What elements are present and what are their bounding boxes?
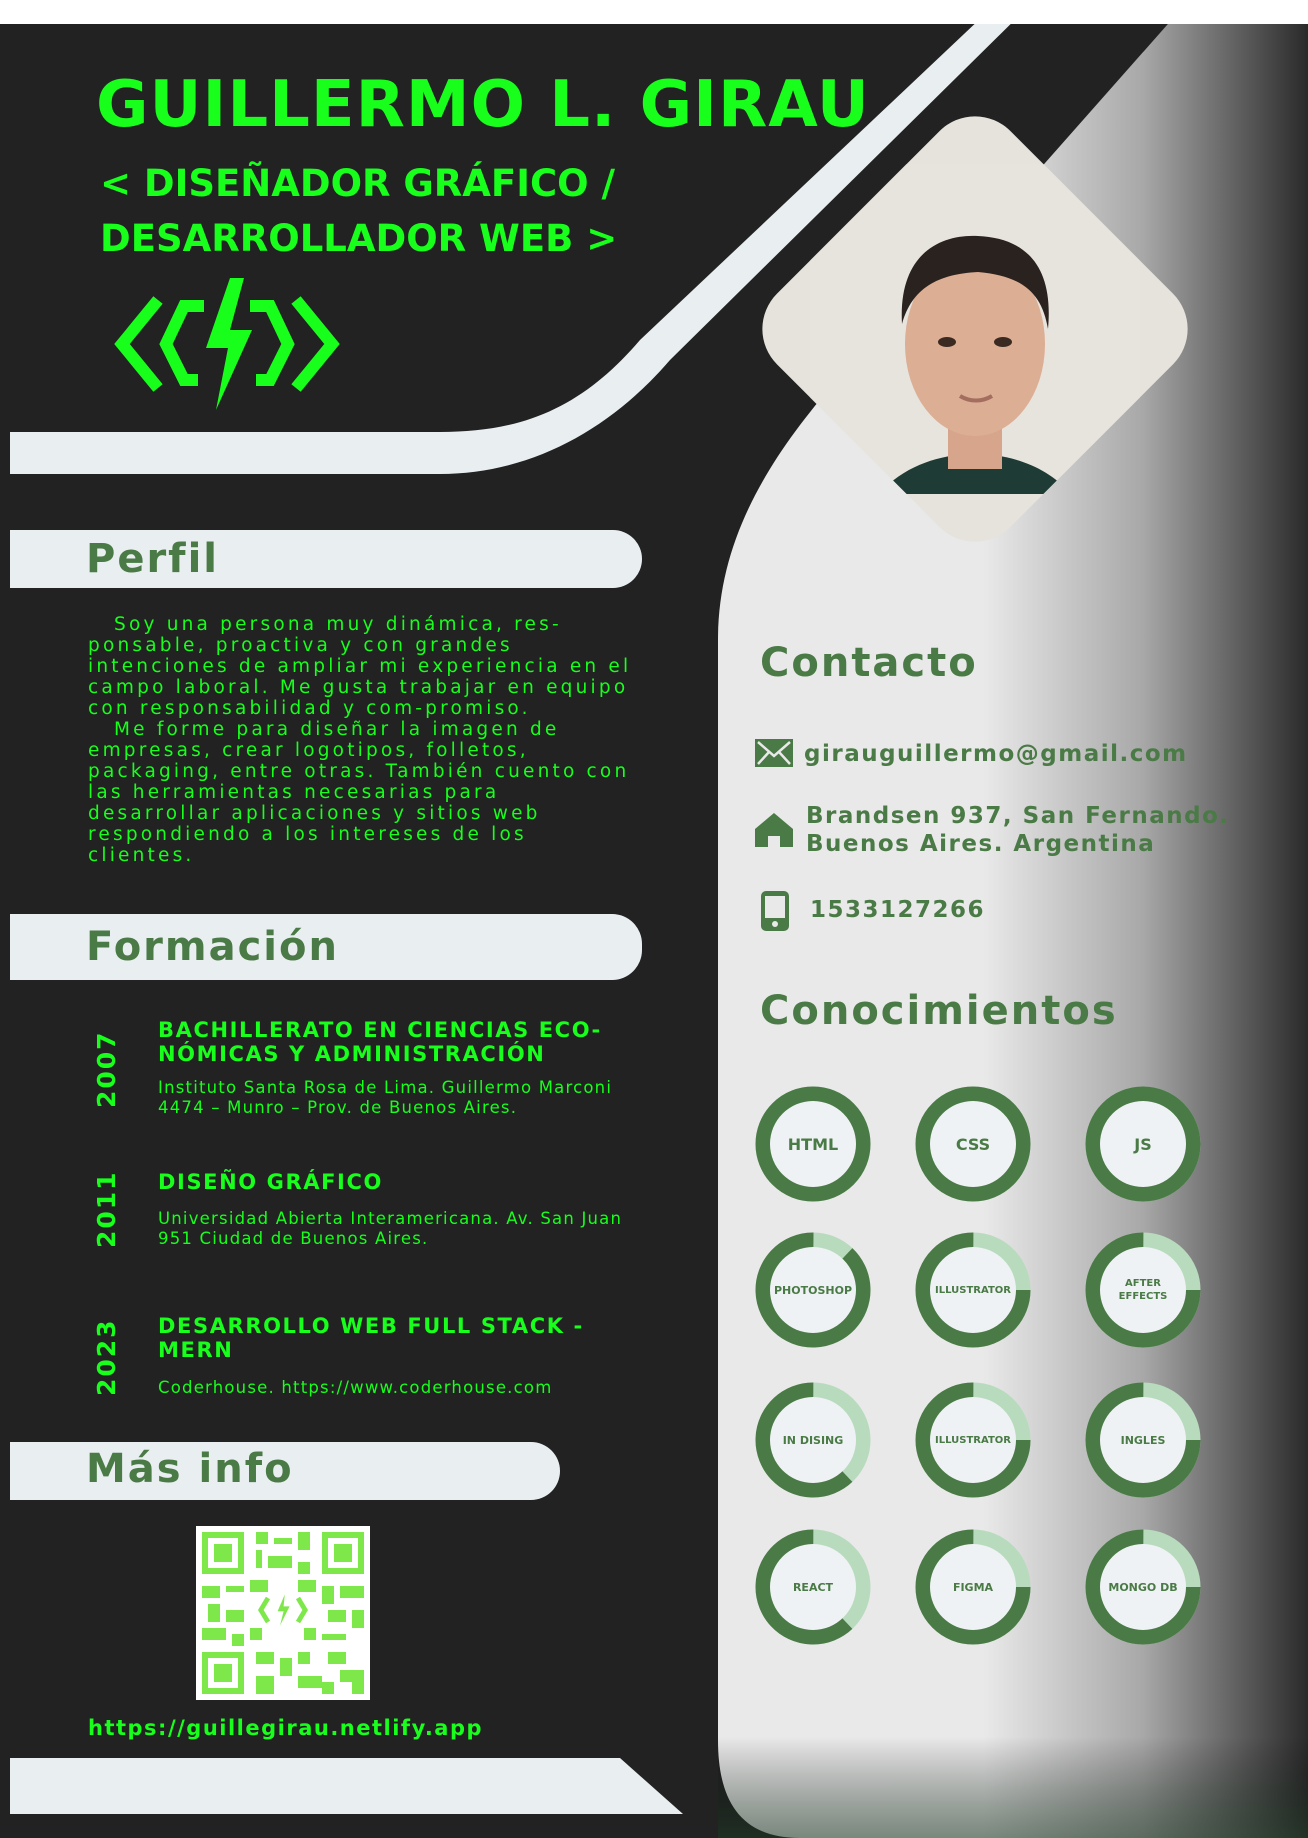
contact-title: Contacto <box>760 640 978 686</box>
contact-address <box>806 802 1230 858</box>
contact-email[interactable]: girauguillermo@gmail.com <box>804 741 1188 767</box>
skill-ring <box>915 1382 1031 1498</box>
skill-label: AFTER EFFECTS <box>1118 1278 1168 1302</box>
envelope-icon <box>754 738 794 768</box>
skill-label: PHOTOSHOP <box>773 1283 852 1297</box>
name-heading: GUILLERMO L. GIRAU <box>96 68 870 142</box>
education-institution: Universidad Abierta Interamericana. Av. San Juan 951 Ciudad de Buenos Aires. <box>158 1209 623 1248</box>
skill-ring <box>1085 1529 1201 1645</box>
education-degree: BACHILLERATO EN CIENCIAS ECO-NÓMICAS Y ADMINISTRACIÓN <box>158 1018 602 1066</box>
portfolio-link[interactable]: https://guillegirau.netlify.app <box>88 1716 484 1740</box>
skill-label: IN DISING <box>782 1433 844 1447</box>
portrait-image <box>810 164 1140 494</box>
skill-label: REACT <box>792 1580 834 1594</box>
education-degree: DISEÑO GRÁFICO <box>158 1170 383 1194</box>
code-bolt-logo-icon <box>112 276 342 416</box>
skill-ring <box>915 1232 1031 1348</box>
address-line-2: Buenos Aires. Argentina <box>806 831 1156 857</box>
contact-phone[interactable]: 1533127266 <box>810 897 986 923</box>
skill-label: HTML <box>787 1134 839 1154</box>
skill-ring <box>1085 1382 1201 1498</box>
skill-label: ILLUSTRATOR <box>935 1284 1011 1296</box>
more-info-section-header <box>10 1442 560 1500</box>
education-section-header <box>10 914 642 980</box>
skill-ring <box>755 1382 871 1498</box>
skill-label: MONGO DB <box>1108 1580 1178 1594</box>
address-line-1: Brandsen 937, San Fernando. <box>806 803 1230 829</box>
skill-ring <box>915 1086 1031 1202</box>
role-subtitle <box>100 156 617 266</box>
profile-text <box>88 614 633 866</box>
skill-ring <box>1085 1086 1201 1202</box>
skill-label: JS <box>1134 1134 1152 1154</box>
skill-label: CSS <box>955 1134 991 1154</box>
skill-ring <box>755 1086 871 1202</box>
profile-title: Perfil <box>86 536 219 582</box>
education-year: 2007 <box>92 1030 121 1108</box>
house-icon <box>754 812 794 848</box>
resume-page <box>0 24 1308 1838</box>
skills-title: Conocimientos <box>760 988 1118 1034</box>
education-institution: Instituto Santa Rosa de Lima. Guillermo Marconi 4474 – Munro – Prov. de Buenos Aires. <box>158 1078 613 1117</box>
profile-paragraph-1: Soy una persona muy dinámica, res-ponsable, proactiva y con grandes intenciones de ampliar mi experiencia en el campo laboral. Me gusta trabajar en equipo con responsabilidad y com-promiso. <box>88 614 632 719</box>
bottom-stripe <box>10 1758 683 1814</box>
education-year: 2023 <box>92 1318 121 1396</box>
education-degree: DESARROLLO WEB FULL STACK - MERN <box>158 1314 584 1362</box>
skill-ring <box>755 1529 871 1645</box>
skill-ring <box>1085 1232 1201 1348</box>
profile-section-header <box>10 530 642 588</box>
skill-label: ILLUSTRATOR <box>935 1434 1011 1446</box>
profile-paragraph-2: Me forme para diseñar la imagen de empresas, crear logotipos, folletos, packaging, entre otras. También cuento con las herramientas necesarias para desarrollar aplicaciones y sitios web respondiendo a los intereses de los clientes. <box>88 719 630 866</box>
skill-label: FIGMA <box>952 1580 994 1594</box>
more-info-title: Más info <box>86 1446 294 1492</box>
role-line-2: DESARROLLADOR WEB > <box>100 217 618 260</box>
mobile-phone-icon <box>760 890 790 932</box>
qr-code-icon <box>196 1526 370 1700</box>
education-institution: Coderhouse. https://www.coderhouse.com <box>158 1378 553 1397</box>
skill-ring <box>915 1529 1031 1645</box>
education-title: Formación <box>86 924 339 970</box>
education-year: 2011 <box>92 1170 121 1248</box>
skill-label: INGLES <box>1120 1433 1166 1447</box>
role-line-1: < DISEÑADOR GRÁFICO / <box>100 162 615 205</box>
skill-ring <box>755 1232 871 1348</box>
